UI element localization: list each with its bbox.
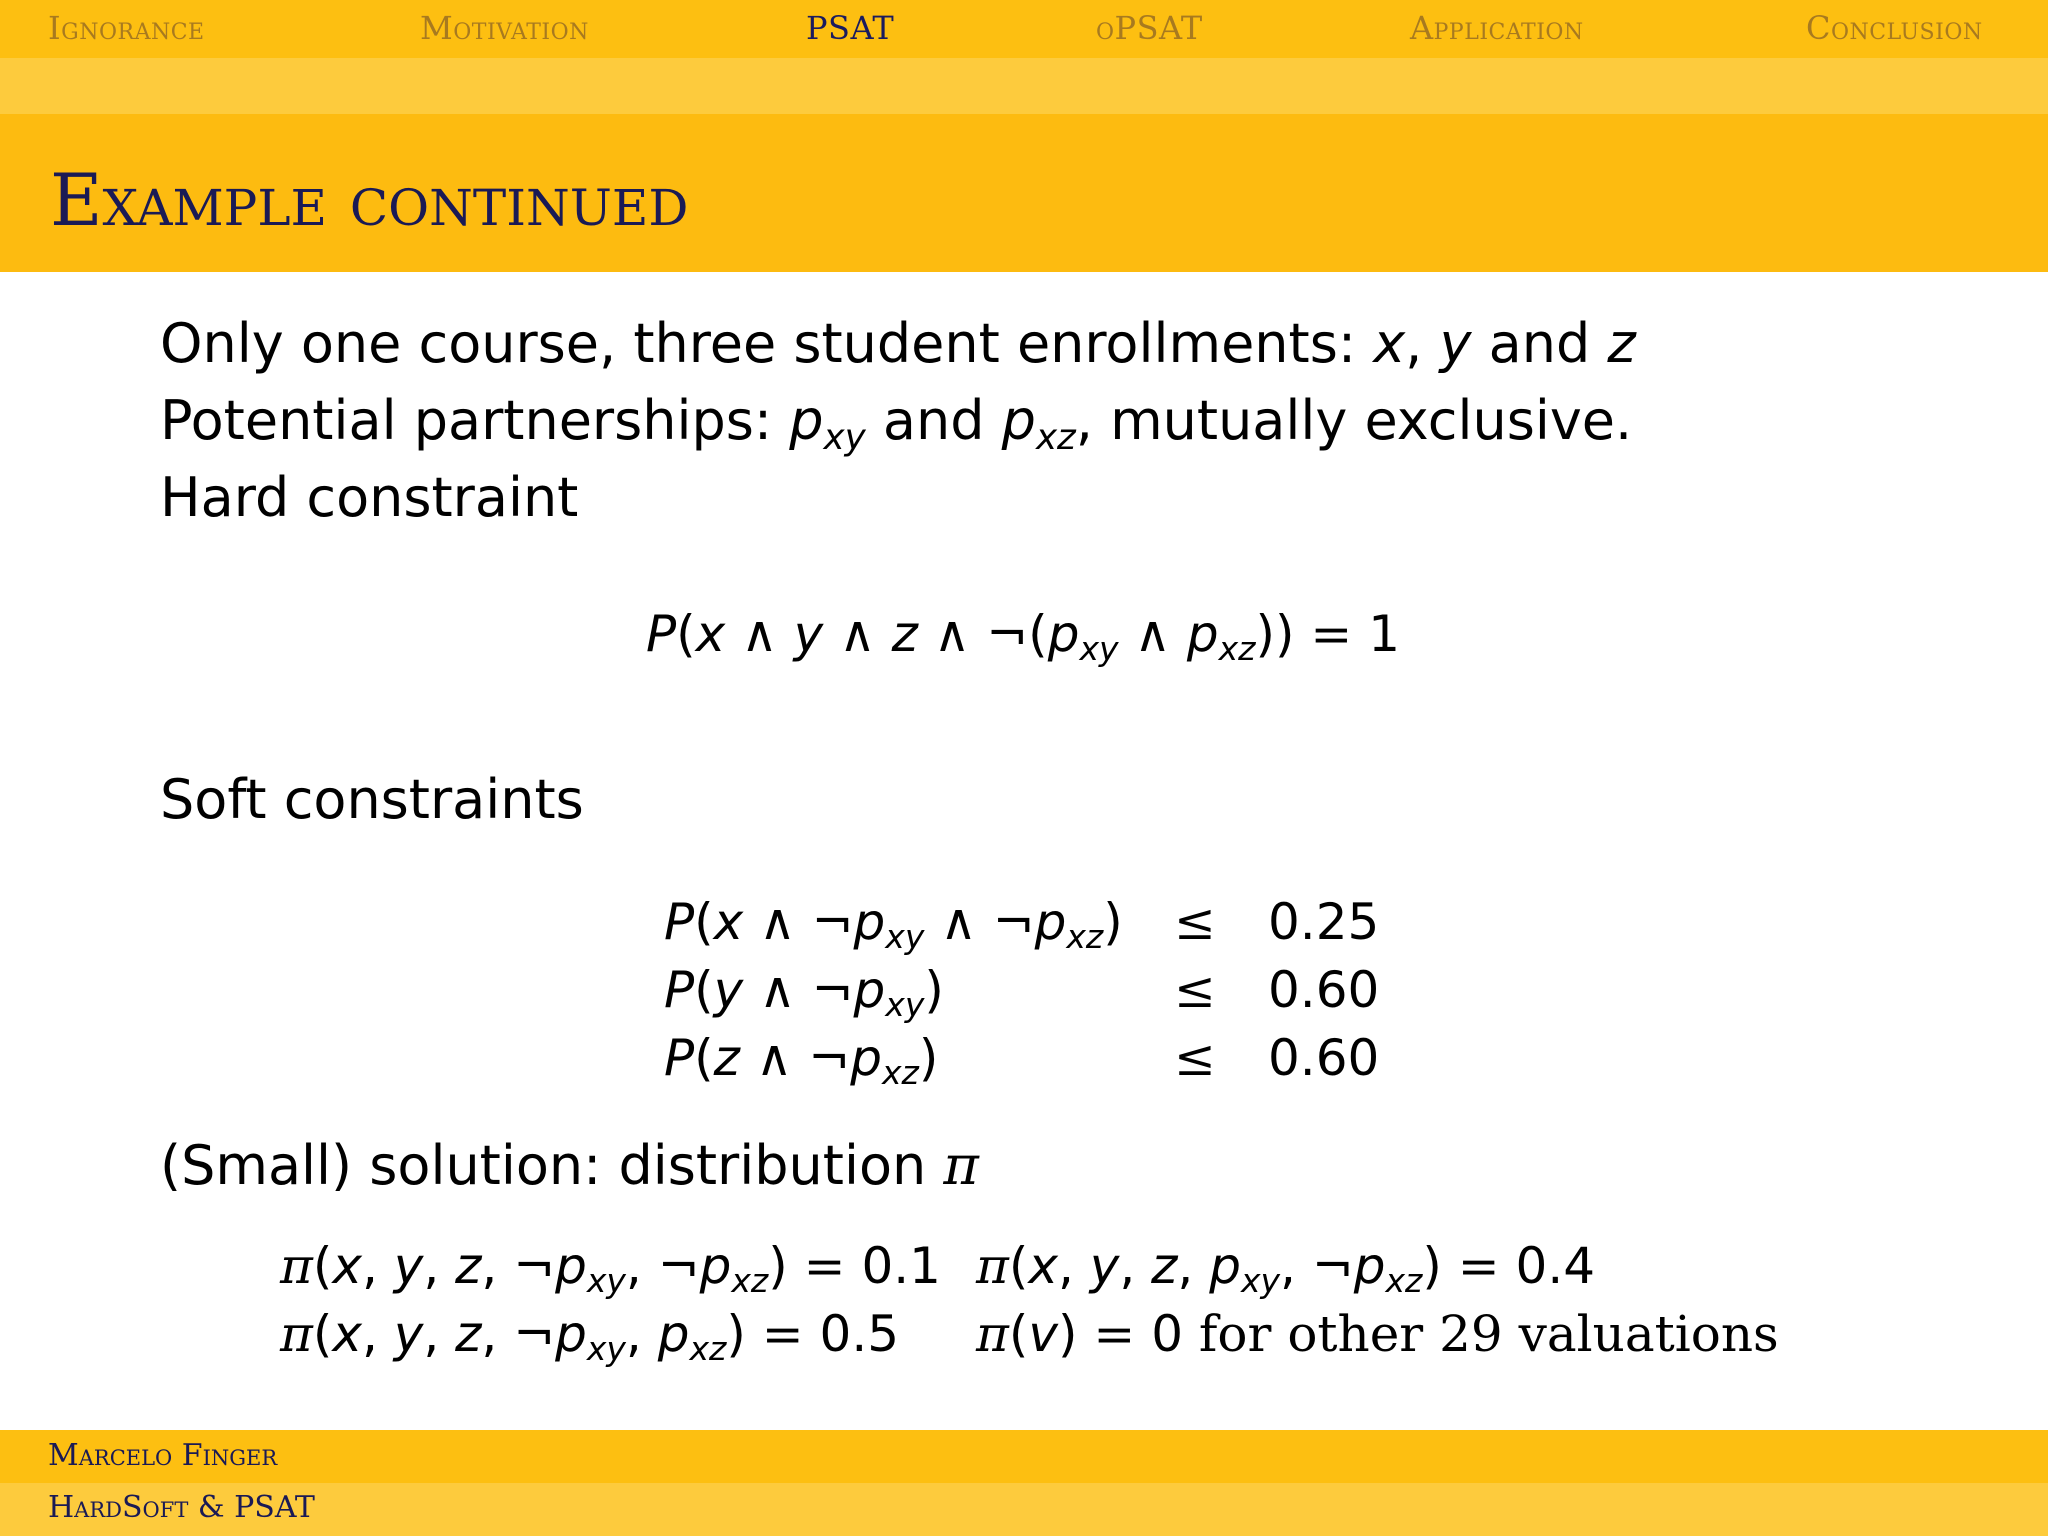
soft-constraints-table <box>664 888 1379 1092</box>
solution-value: 0.1 <box>861 1237 941 1295</box>
soft-constraint-bound: 0.60 <box>1268 961 1380 1019</box>
subsection-bar <box>0 58 2048 114</box>
soft-constraint-relation: ≤ <box>1174 961 1216 1019</box>
partnerships-text: Potential partnerships: <box>160 389 790 452</box>
solution-entry: π(x, y, z, $\neg p_{xy}$, $\neg p_{xz}) = 0.1$ <box>280 1237 941 1301</box>
solution-distribution-table <box>280 1232 1779 1368</box>
pi-symbol: π <box>943 1134 979 1197</box>
var-pxz: $p_{xz}$ <box>1001 389 1076 458</box>
soft-constraint-row <box>664 888 1379 956</box>
footer-talk-title: HardSoft & PSAT <box>48 1490 315 1525</box>
solution-label: (Small) solution: distribution <box>160 1134 944 1197</box>
solution-row <box>280 1300 1779 1368</box>
soft-constraint-relation: ≤ <box>1174 893 1216 951</box>
solution-entry: π(x, y, z, $p_{xy}$, $\neg p_{xz}) = 0.4$ <box>976 1237 1596 1301</box>
enrollments-text: Only one course, three student enrollments: <box>160 312 1374 375</box>
solution-value: 0.5 <box>819 1305 900 1363</box>
soft-constraint-row <box>664 1024 1379 1092</box>
nav-item-conclusion[interactable]: Conclusion <box>1806 9 1983 47</box>
solution-row <box>280 1232 1779 1300</box>
var-z: z <box>1607 312 1636 375</box>
enrollments-and: and <box>1471 312 1608 375</box>
soft-constraint-expr: P(z ∧ $\neg p_{xz}$) <box>664 1029 939 1093</box>
var-x: x <box>1373 312 1406 375</box>
soft-constraints-label: Soft constraints <box>160 768 584 831</box>
partnerships-and: and <box>865 389 1002 452</box>
solution-entry: π(v) = 0 for other 29 valuations <box>976 1305 1779 1363</box>
hard-constraint-equation: P(x ∧ y ∧ z ∧ $\neg(p_{xy}$ ∧ $p_{xz})) = 1$ <box>646 605 1401 669</box>
partnerships-tail: , mutually exclusive. <box>1075 389 1633 452</box>
nav-item-ignorance[interactable]: Ignorance <box>48 9 205 47</box>
hard-constraint-label: Hard constraint <box>160 466 579 529</box>
var-y: y <box>1439 312 1472 375</box>
soft-constraint-expr: P(x ∧ $\neg p_{xy}$ ∧ $\neg p_{xz}$) <box>664 893 1123 957</box>
section-navigation <box>0 0 2048 58</box>
solution-remaining-text: for other 29 valuations <box>1183 1305 1779 1363</box>
footer-author-bar <box>0 1430 2048 1483</box>
solution-value: 0 <box>1151 1305 1184 1363</box>
frame-title: Example continued <box>50 158 689 242</box>
solution-value: 0.4 <box>1515 1237 1596 1295</box>
var-pxy: $p_{xy}$ <box>789 389 866 458</box>
soft-constraint-row <box>664 956 1379 1024</box>
nav-item-application[interactable]: Application <box>1410 9 1584 47</box>
nav-item-motivation[interactable]: Motivation <box>420 9 589 47</box>
nav-item-opsat[interactable]: oPSAT <box>1096 9 1203 47</box>
nav-item-psat[interactable]: PSAT <box>806 9 895 47</box>
soft-constraint-bound: 0.25 <box>1268 893 1380 951</box>
soft-constraint-relation: ≤ <box>1174 1029 1216 1087</box>
intro-line-partnerships <box>160 387 1633 458</box>
soft-constraint-bound: 0.60 <box>1268 1029 1380 1087</box>
footer-author: Marcelo Finger <box>48 1438 278 1473</box>
soft-constraint-expr: P(y ∧ $\neg p_{xy}$) <box>664 961 944 1025</box>
solution-entry: π(x, y, z, $\neg p_{xy}$, $p_{xz}) = 0.5$ <box>280 1305 900 1369</box>
solution-label-line <box>160 1132 979 1200</box>
hard-constraint-rhs: 1 <box>1368 605 1401 663</box>
intro-line-enrollments: Only one course, three student enrollments: x, y and z <box>160 312 1636 375</box>
